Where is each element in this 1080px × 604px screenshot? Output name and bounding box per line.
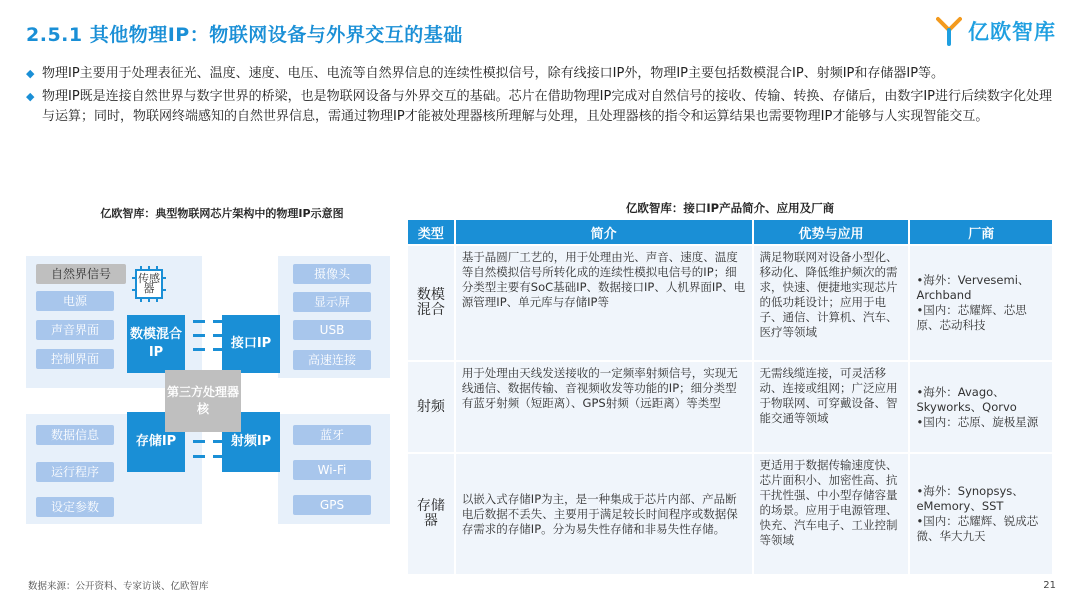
chip-pin — [193, 320, 205, 323]
cell-type: 射频 — [408, 362, 454, 452]
storage-ip-chip: 存储IP — [127, 412, 185, 472]
brand-logo — [936, 16, 1056, 46]
cell-intro: 基于晶圆厂工艺的，用于处理由光、声音、速度、温度等自然模拟信号所转化成的连续性模拟电信号的IP；细分类型主要有SoC基础IP、数据接口IP、人机界面IP、电源管理IP、单元库与存储IP等 — [456, 246, 752, 360]
sensor-label: 传感器 — [138, 272, 160, 295]
chip-pin — [193, 334, 205, 337]
cell-intro: 以嵌入式存储IP为主，是一种集成于芯片内部、产品断电后数据不丢失、主要用于满足较长时间程序或数据保存需求的存储IP。分为易失性存储和非易失性存储。 — [456, 454, 752, 574]
table-row — [408, 454, 1052, 574]
cell-advantage: 无需线缆连接，可灵活移动、连接或组网；广泛应用于物联网、可穿戴设备、智能交通等领域 — [754, 362, 909, 452]
cell-vendors: •海外：Vervesemi、Archband •国内：芯耀辉、芯思原、芯动科技 — [910, 246, 1052, 360]
natural-signal-box: 自然界信号 — [36, 264, 126, 284]
table-header-row — [408, 220, 1052, 244]
chip-pin — [193, 455, 205, 458]
bullet-item — [26, 87, 1058, 127]
wifi-box: Wi-Fi — [293, 460, 371, 480]
bluetooth-box: 蓝牙 — [293, 425, 371, 445]
col-header-intro: 简介 — [456, 220, 752, 244]
data-source: 数据来源：公开资料、专家访谈、亿欧智库 — [28, 581, 209, 592]
intro-bullets — [26, 64, 1058, 130]
logo-text: 亿欧智库 — [968, 20, 1056, 44]
page-number: 21 — [1043, 580, 1056, 591]
data-info-box: 数据信息 — [36, 425, 114, 445]
diagram-title: 亿欧智库：典型物联网芯片架构中的物理IP示意图 — [100, 207, 344, 220]
col-header-vendor: 厂商 — [910, 220, 1052, 244]
cell-vendors: •海外：Avago、Skyworks、Qorvo •国内：芯原、旋极星源 — [910, 362, 1052, 452]
chip-pin — [193, 440, 205, 443]
gps-box: GPS — [293, 495, 371, 515]
display-box: 显示屏 — [293, 292, 371, 312]
cell-type: 数模混合 — [408, 246, 454, 360]
logo-icon — [936, 16, 962, 46]
cell-advantage: 更适用于数据传输速度快、芯片面积小、加密性高、抗干扰性强、中小型存储容量的场景。应用于电源管理、快充、汽车电子、工业控制等领域 — [754, 454, 909, 574]
cell-intro: 用于处理由天线发送接收的一定频率射频信号，实现无线通信、数据传输、音视频收发等功能的IP；细分类型有蓝牙射频（短距离）、GPS射频（远距离）等类型 — [456, 362, 752, 452]
page-title: 2.5.1 其他物理IP：物联网设备与外界交互的基础 — [26, 24, 463, 46]
sound-interface-box: 声音界面 — [36, 320, 114, 340]
cell-type: 存储器 — [408, 454, 454, 574]
bullet-item — [26, 64, 1058, 84]
bullet-text: 物理IP既是连接自然世界与数字世界的桥梁，也是物联网设备与外界交互的基础。芯片在借助物理IP完成对自然信号的接收、传输、转换、存储后，由数字IP进行后续数字化处理与运算；同时，物联网终端感知的自然世界信息，需通过物理IP才能被处理器核所理解与处理，且处理器核的指令和运算结果也需要物理IP才能够与人实现智能交互。 — [42, 89, 1053, 124]
col-header-advantage: 优势与应用 — [754, 220, 909, 244]
power-box: 电源 — [36, 291, 114, 311]
chip-pin — [193, 348, 205, 351]
interface-ip-chip: 接口IP — [222, 315, 280, 373]
settings-box: 设定参数 — [36, 497, 114, 517]
table-title: 亿欧智库：接口IP产品简介、应用及厂商 — [625, 201, 835, 215]
high-speed-box: 高速连接 — [293, 350, 371, 370]
mixed-signal-ip-chip: 数模混合IP — [127, 315, 185, 373]
table-row — [408, 246, 1052, 360]
diamond-bullet-icon: ◆ — [26, 90, 35, 103]
program-box: 运行程序 — [36, 462, 114, 482]
control-interface-box: 控制界面 — [36, 349, 114, 369]
cell-vendors: •海外：Synopsys、eMemory、SST •国内：芯耀辉、锐成芯微、华大九天 — [910, 454, 1052, 574]
bullet-text: 物理IP主要用于处理表征光、温度、速度、电压、电流等自然界信息的连续性模拟信号，除有线接口IP外，物理IP主要包括数模混合IP、射频IP和存储器IP等。 — [42, 66, 945, 81]
rf-ip-chip: 射频IP — [222, 412, 280, 472]
ip-product-table — [406, 218, 1054, 576]
table-row — [408, 362, 1052, 452]
usb-box: USB — [293, 320, 371, 340]
third-party-processor-core: 第三方处理器核 — [165, 370, 241, 432]
col-header-type: 类型 — [408, 220, 454, 244]
camera-box: 摄像头 — [293, 264, 371, 284]
diamond-bullet-icon: ◆ — [26, 67, 35, 80]
sensor-icon — [132, 266, 166, 302]
cell-advantage: 满足物联网对设备小型化、移动化、降低维护频次的需求，快速、便捷地实现芯片的低功耗设计；应用于电子、通信、计算机、汽车、医疗等领域 — [754, 246, 909, 360]
